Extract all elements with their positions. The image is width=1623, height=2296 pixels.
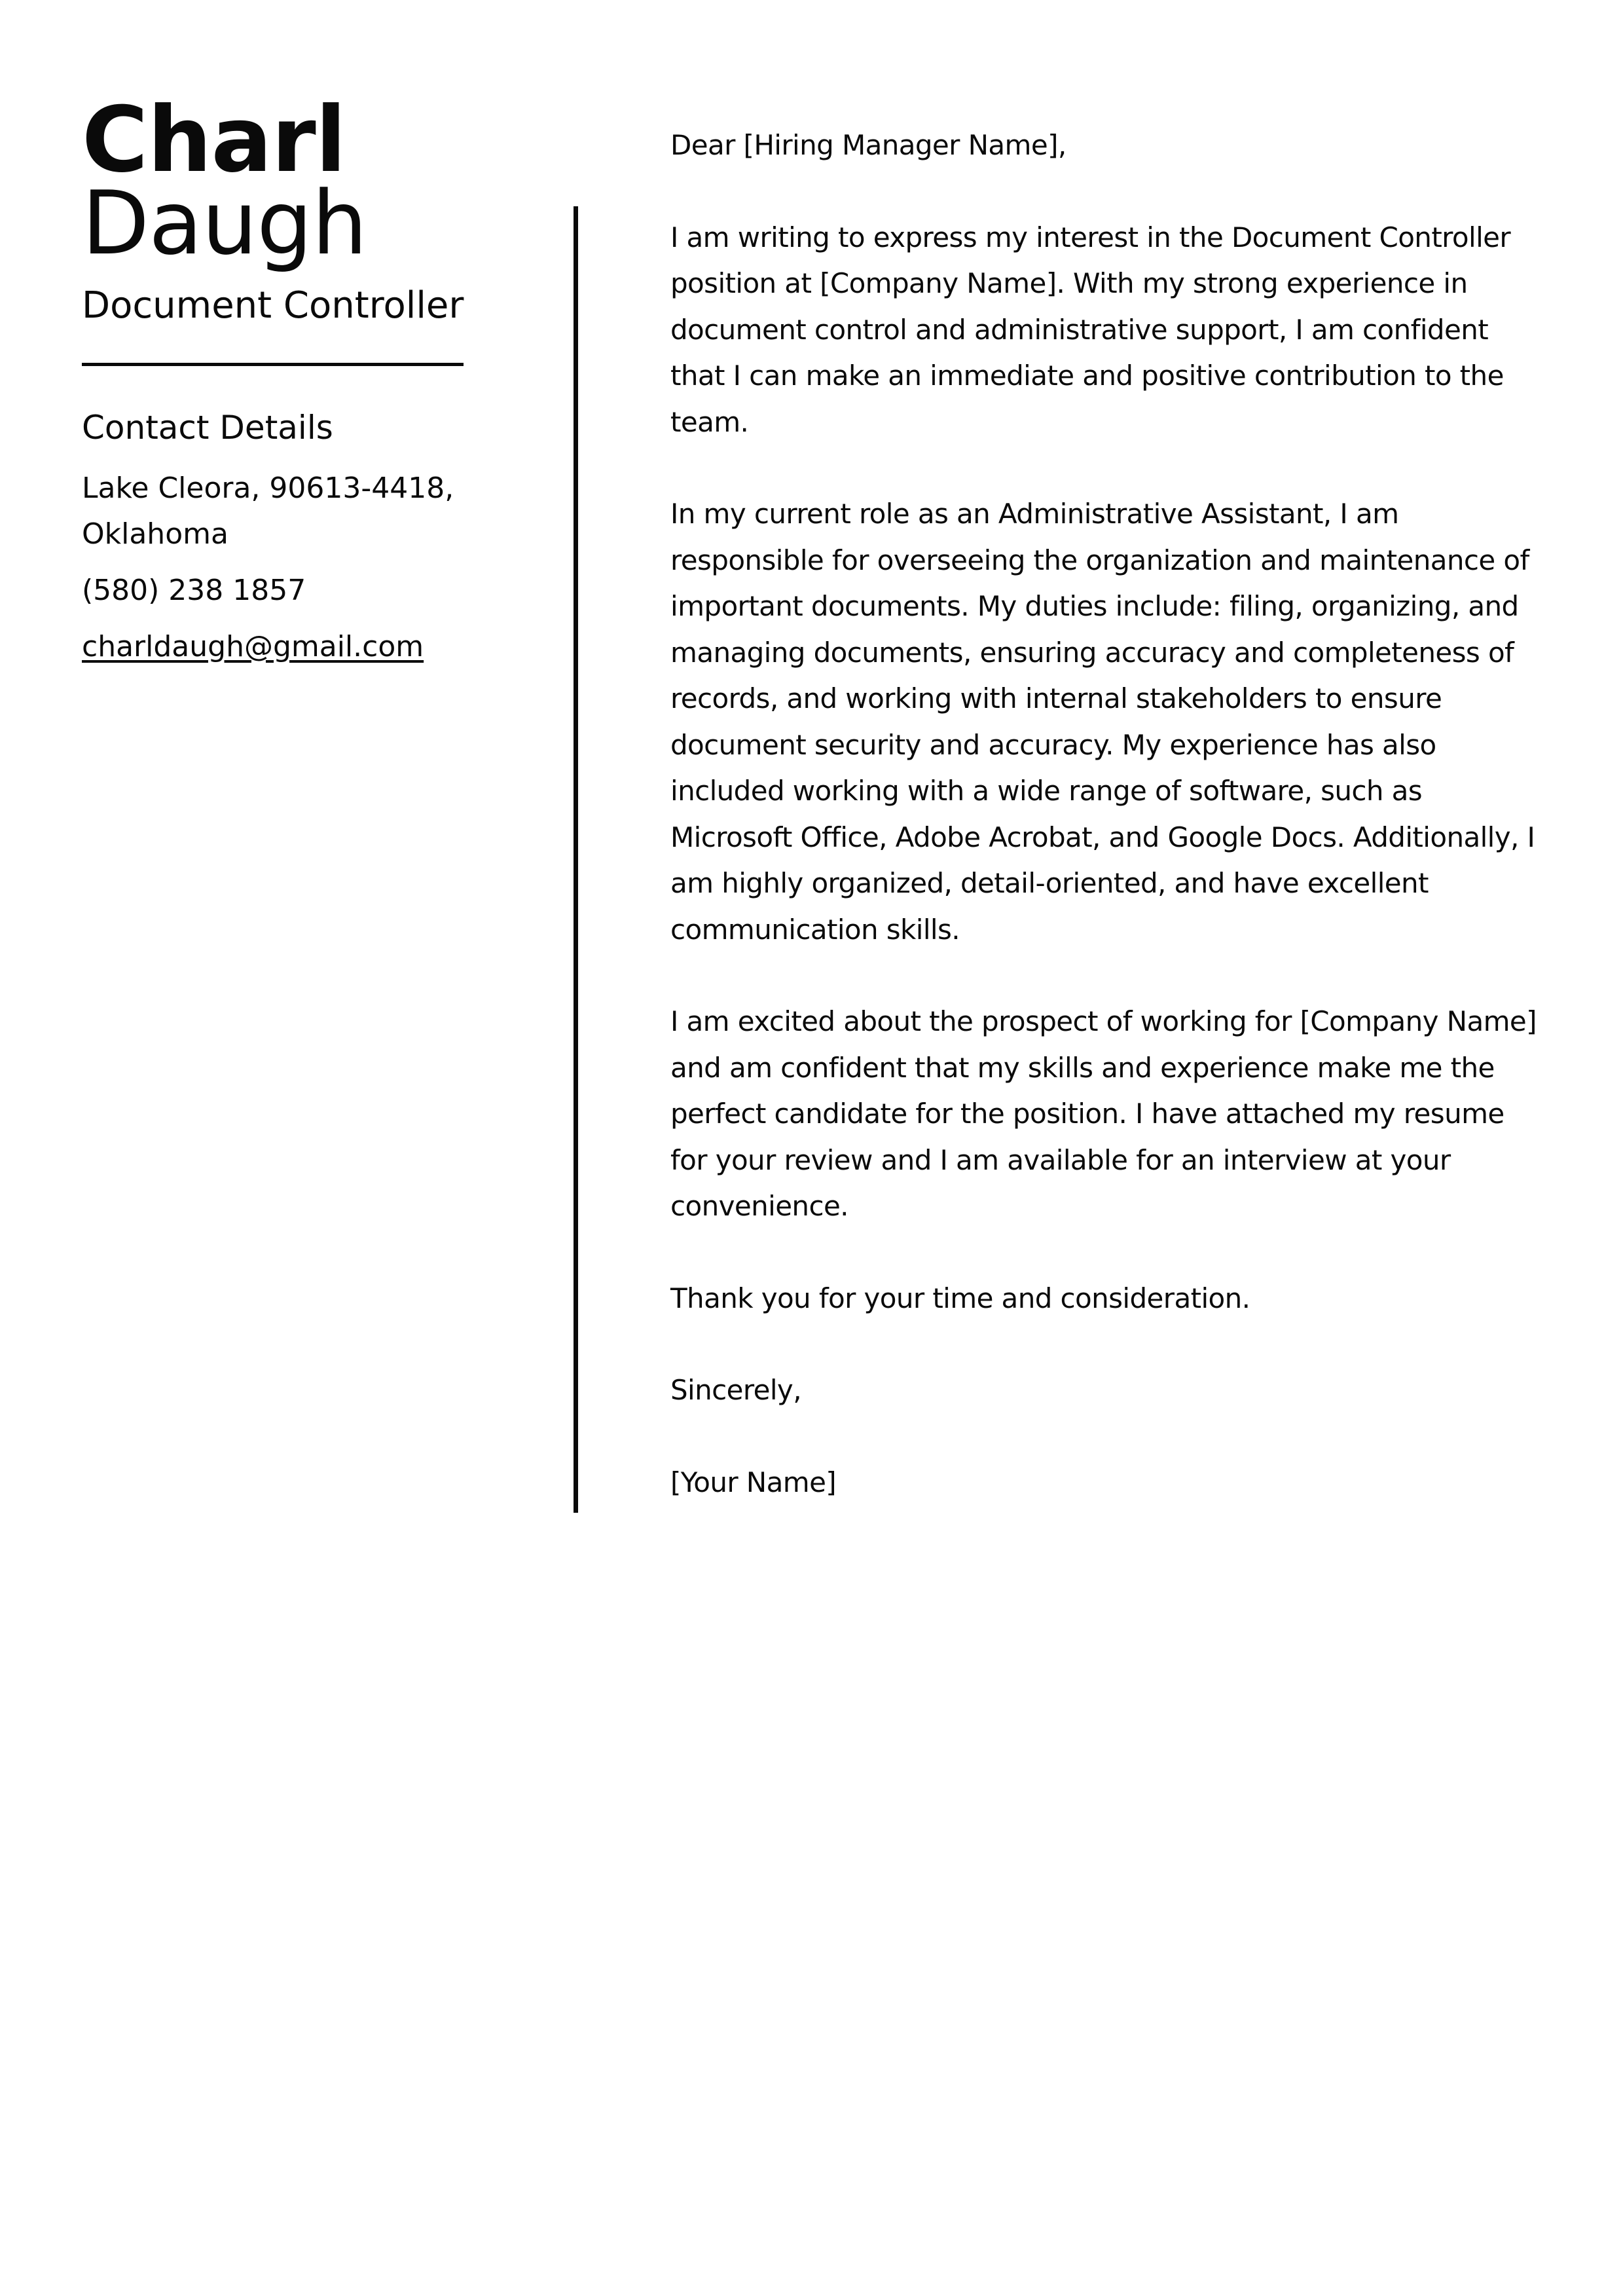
paragraph-experience: In my current role as an Administrative Assistant, I am responsible for overseeing the organization and maintenance of important documents. My duties include: filing, organizing, and managing documents, ensuring accuracy and completeness of records, and working with internal stakeholders to ensure document security and accuracy. My experience has also included working with a wide range of software, such as Microsoft Office, Adobe Acrobat, and Google Docs. Additionally, I am highly organized, detail-oriented, and have excellent communication skills. — [670, 498, 1535, 946]
applicant-name — [82, 87, 475, 274]
vertical-divider — [574, 206, 578, 1513]
job-title: Document Controller — [82, 284, 464, 327]
signature: [Your Name] — [670, 1466, 837, 1498]
paragraph-thanks: Thank you for your time and consideration. — [670, 1282, 1250, 1314]
contact-address: Lake Cleora, 90613-4418, Oklahoma — [82, 472, 454, 551]
paragraph-interest: I am excited about the prospect of working for [Company Name] and am confident that my skills and experience make me the perfect candidate for the position. I have attached my resume for your review and I am available for an interview at your convenience. — [670, 1005, 1537, 1222]
sidebar — [82, 87, 475, 670]
salutation: Dear [Hiring Manager Name], — [670, 129, 1067, 161]
sidebar-divider — [82, 363, 464, 366]
contact-phone: (580) 238 1857 — [82, 574, 306, 607]
first-name: Charl — [82, 87, 346, 193]
contact-heading: Contact Details — [82, 409, 333, 447]
closing: Sincerely, — [670, 1374, 801, 1406]
letter-body — [670, 122, 1548, 1551]
paragraph-intro: I am writing to express my interest in the Document Controller position at [Company Name]. With my strong experience in document control and administrative support, I am confident that I can make an immediate and positive contribution to the team. — [670, 221, 1511, 438]
last-name: Daugh — [82, 172, 367, 274]
contact-email-link[interactable]: charldaugh@gmail.com — [82, 630, 424, 663]
